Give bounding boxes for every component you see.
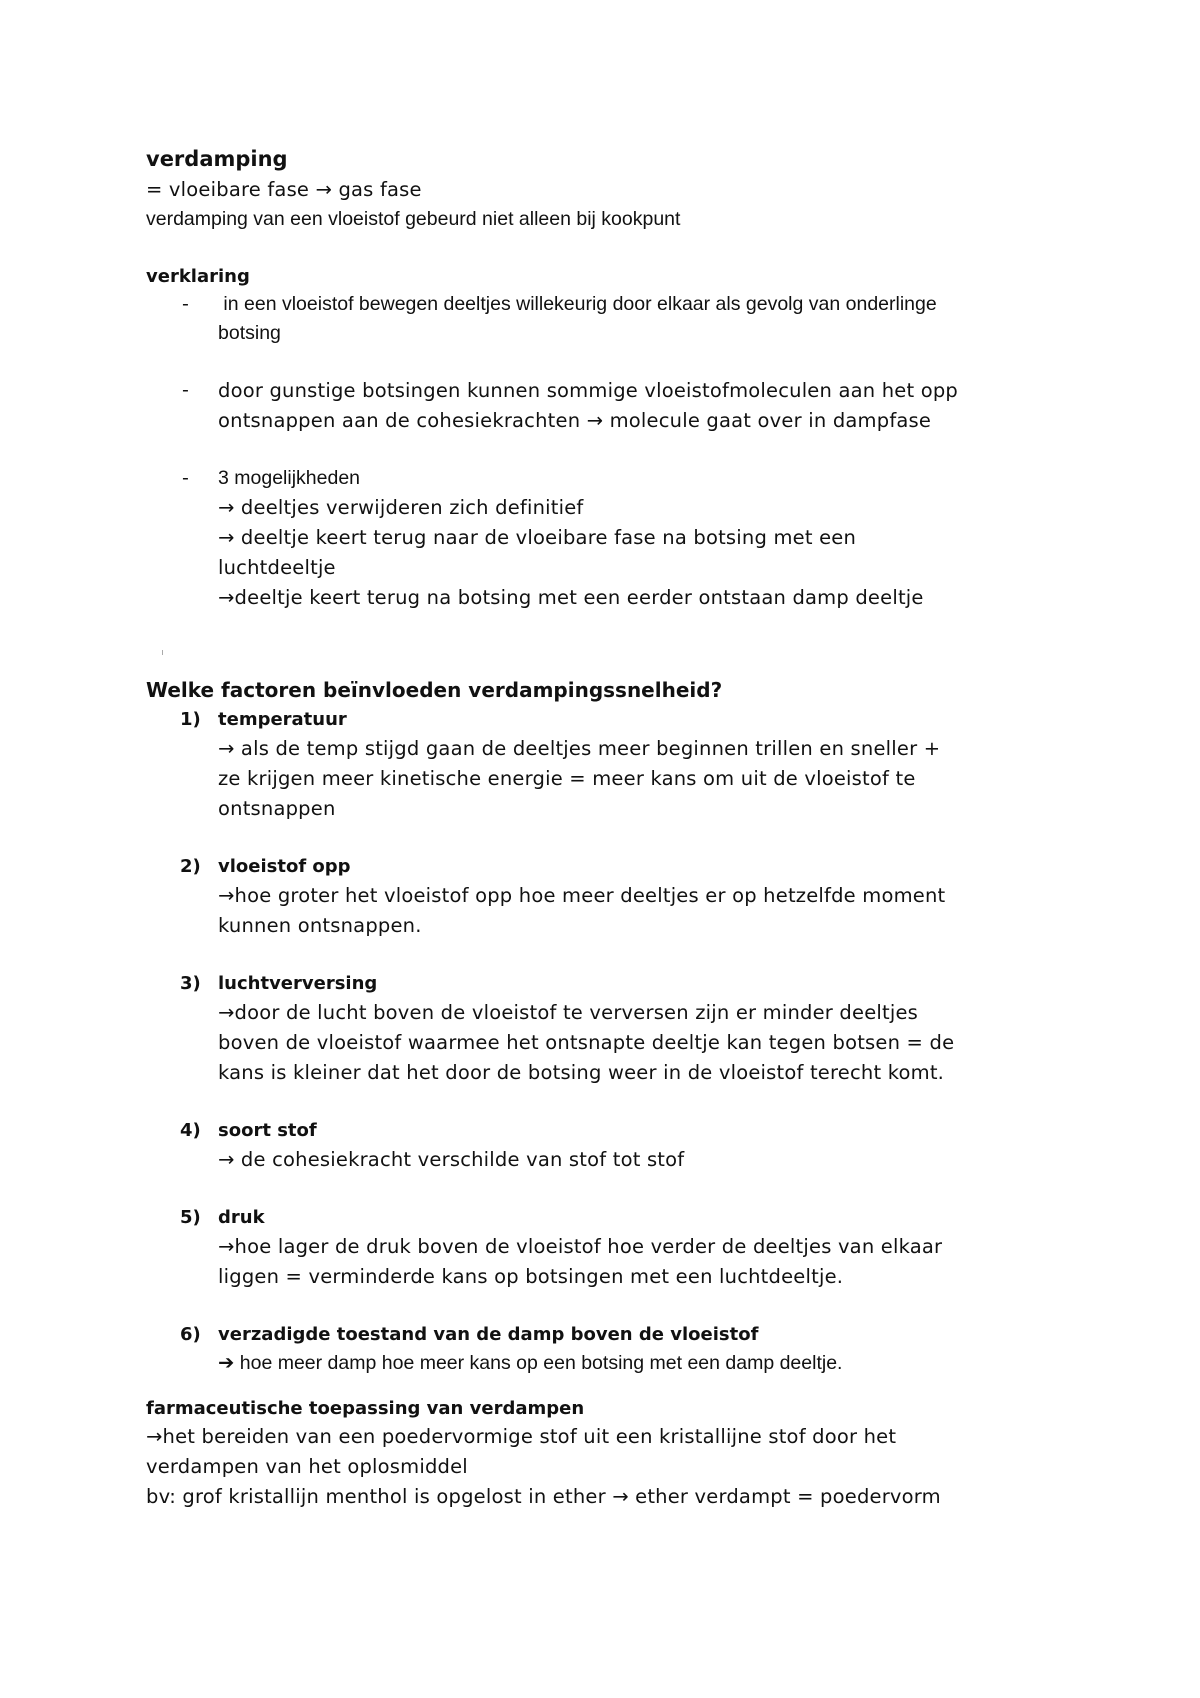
factor-item [146, 1320, 1076, 1378]
bullet-line: in een vloeistof bewegen deeltjes willekeurig door elkaar als gevolg van onderlinge [218, 293, 937, 315]
bullet-line: luchtdeeltje [218, 556, 336, 579]
factor-item [146, 852, 1076, 941]
bullet-item [146, 376, 1076, 436]
factor-line: ontsnappen [218, 797, 336, 820]
factor-line: ze krijgen meer kinetische energie = meer kans om uit de vloeistof te [218, 767, 916, 790]
factor-title: verzadigde toestand van de damp boven de vloeistof [218, 1324, 759, 1345]
bullet-item [146, 464, 1076, 613]
factor-line: kans is kleiner dat het door de botsing weer in de vloeistof terecht komt. [218, 1061, 945, 1084]
bullet-line: → deeltje keert terug naar de vloeibare fase na botsing met een [218, 526, 857, 549]
title: verdamping [146, 147, 288, 171]
factor-item [146, 969, 1076, 1088]
pharma-line: bv: grof kristallijn menthol is opgelost in ether → ether verdampt = poedervorm [146, 1485, 941, 1508]
factor-line: →door de lucht boven de vloeistof te verversen zijn er minder deeltjes [218, 1001, 919, 1024]
verklaring-heading: verklaring [146, 266, 250, 287]
document-content [146, 143, 1076, 1512]
note: verdamping van een vloeistof gebeurd niet alleen bij kookpunt [146, 208, 681, 230]
pharma-line: verdampen van het oplosmiddel [146, 1455, 468, 1478]
bullet-dash: - [182, 379, 189, 401]
factor-number: 5) [180, 1207, 201, 1228]
factor-line: ➔ hoe meer damp hoe meer kans op een botsing met een damp deeltje. [218, 1352, 843, 1374]
pharma-line: →het bereiden van een poedervormige stof uit een kristallijne stof door het [146, 1425, 897, 1448]
bullet-dash: - [182, 293, 189, 315]
factor-number: 6) [180, 1324, 201, 1345]
factor-item [146, 1116, 1076, 1175]
bullet-line: door gunstige botsingen kunnen sommige vloeistofmoleculen aan het opp [218, 379, 959, 402]
pharma-heading: farmaceutische toepassing van verdampen [146, 1398, 585, 1419]
bullet-line: →deeltje keert terug na botsing met een eerder ontstaan damp deeltje [218, 586, 924, 609]
factor-line: →hoe groter het vloeistof opp hoe meer deeltjes er op hetzelfde moment [218, 884, 946, 907]
factor-line: →hoe lager de druk boven de vloeistof hoe verder de deeltjes van elkaar [218, 1235, 943, 1258]
bullet-line: botsing [218, 322, 281, 344]
factor-line: boven de vloeistof waarmee het ontsnapte deeltje kan tegen botsen = de [218, 1031, 955, 1054]
factor-number: 4) [180, 1120, 201, 1141]
factor-title: luchtverversing [218, 973, 378, 994]
factors-heading: Welke factoren beïnvloeden verdampingssnelheid? [146, 678, 723, 702]
factor-line: kunnen ontsnappen. [218, 914, 422, 937]
factor-title: druk [218, 1207, 265, 1228]
factor-number: 3) [180, 973, 201, 994]
factor-item [146, 705, 1076, 824]
factor-number: 2) [180, 856, 201, 877]
factor-item [146, 1203, 1076, 1292]
factor-line: → als de temp stijgd gaan de deeltjes meer beginnen trillen en sneller + [218, 737, 941, 760]
bullet-item [146, 290, 1076, 348]
definition: = vloeibare fase → gas fase [146, 178, 422, 201]
bullet-line: 3 mogelijkheden [218, 467, 361, 489]
bullet-dash: - [182, 467, 189, 489]
factor-line: liggen = verminderde kans op botsingen met een luchtdeeltje. [218, 1265, 844, 1288]
factor-title: soort stof [218, 1120, 317, 1141]
factor-title: temperatuur [218, 709, 347, 730]
bullet-line: ontsnappen aan de cohesiekrachten → molecule gaat over in dampfase [218, 409, 932, 432]
factor-number: 1) [180, 709, 201, 730]
factor-line: → de cohesiekracht verschilde van stof tot stof [218, 1148, 685, 1171]
factor-title: vloeistof opp [218, 856, 351, 877]
bullet-line: → deeltjes verwijderen zich definitief [218, 496, 584, 519]
